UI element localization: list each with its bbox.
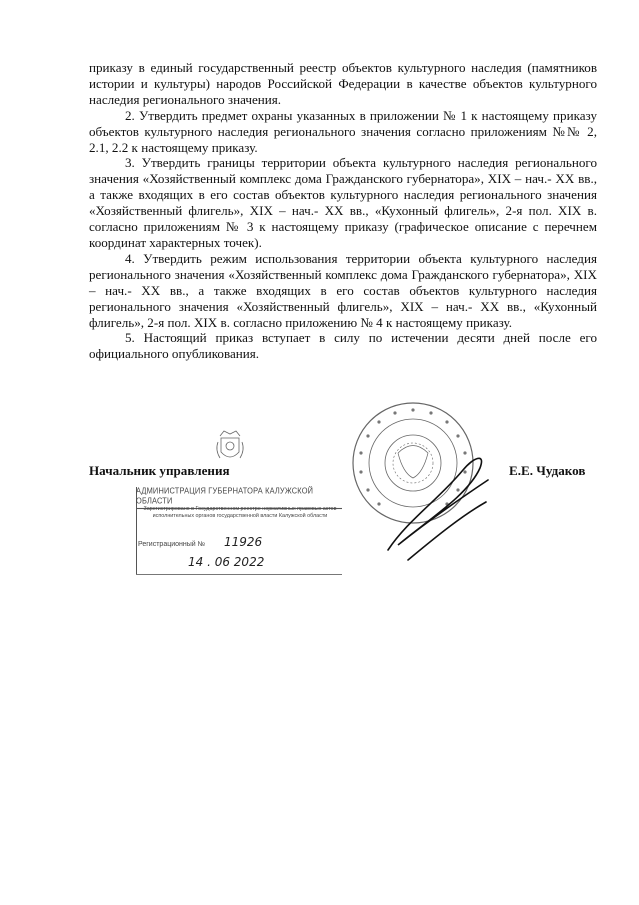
paragraph-item-3: 3. Утвердить границы территории объекта культурного наследия регионального значения «Хозяйственный комплекс дома Гражданского губернатора», XIX – нач.- XX вв., а также входящих в его состав объектов культурного наследия регионального значения «Хозяйственный флигель», XIX – нач.- XX вв., «Кухонный флигель», 2-я пол. XIX в. согласно приложениям № 3 к настоящему приказу (графическое описание с перечнем координат характерных точек). — [89, 155, 597, 250]
registration-date: 14 . 06 2022 — [188, 555, 265, 569]
paragraph-continuation: приказу в единый государственный реестр объектов культурного наследия (памятников истории и культуры) народов Российской Федерации в качестве объектов культурного наследия регионального значения. — [89, 60, 597, 107]
registration-number: 11926 — [224, 535, 263, 549]
registration-stamp-header: АДМИНИСТРАЦИЯ ГУБЕРНАТОРА КАЛУЖСКОЙ ОБЛАСТИ — [136, 486, 342, 509]
paragraph-item-5: 5. Настоящий приказ вступает в силу по истечении десяти дней после его официального опубликования. — [89, 330, 597, 362]
paragraph-item-2: 2. Утвердить предмет охраны указанных в приложении № 1 к настоящему приказу объектов культурного наследия регионального значения согласно приложениям №№ 2, 2.1, 2.2 к настоящему приказу. — [89, 107, 597, 155]
stamp-bottom-border — [136, 574, 342, 575]
registration-stamp-text: Зарегистрировано в Государственном реестре нормативных правовых актов исполнительных органов государственной власти Калужской области — [143, 506, 337, 519]
paragraph-item-4: 4. Утвердить режим использования территории объекта культурного наследия регионального значения «Хозяйственный комплекс дома Гражданского губернатора», XIX – нач.- XX вв., а также входящих в его состав объектов культурного наследия регионального значения «Хозяйственный флигель», XIX – нач.- XX вв., «Кухонный флигель», 2-я пол. XIX в. согласно приложению № 4 к настоящему приказу. — [89, 250, 597, 330]
registration-stamp — [136, 487, 342, 577]
coat-of-arms-emblem — [214, 428, 246, 468]
signatory-position: Начальник управления — [89, 463, 230, 478]
document-body — [89, 60, 597, 362]
registration-number-label: Регистрационный № — [138, 541, 206, 548]
handwritten-signature — [368, 440, 498, 570]
signatory-name: Е.Е. Чудаков — [509, 463, 586, 478]
